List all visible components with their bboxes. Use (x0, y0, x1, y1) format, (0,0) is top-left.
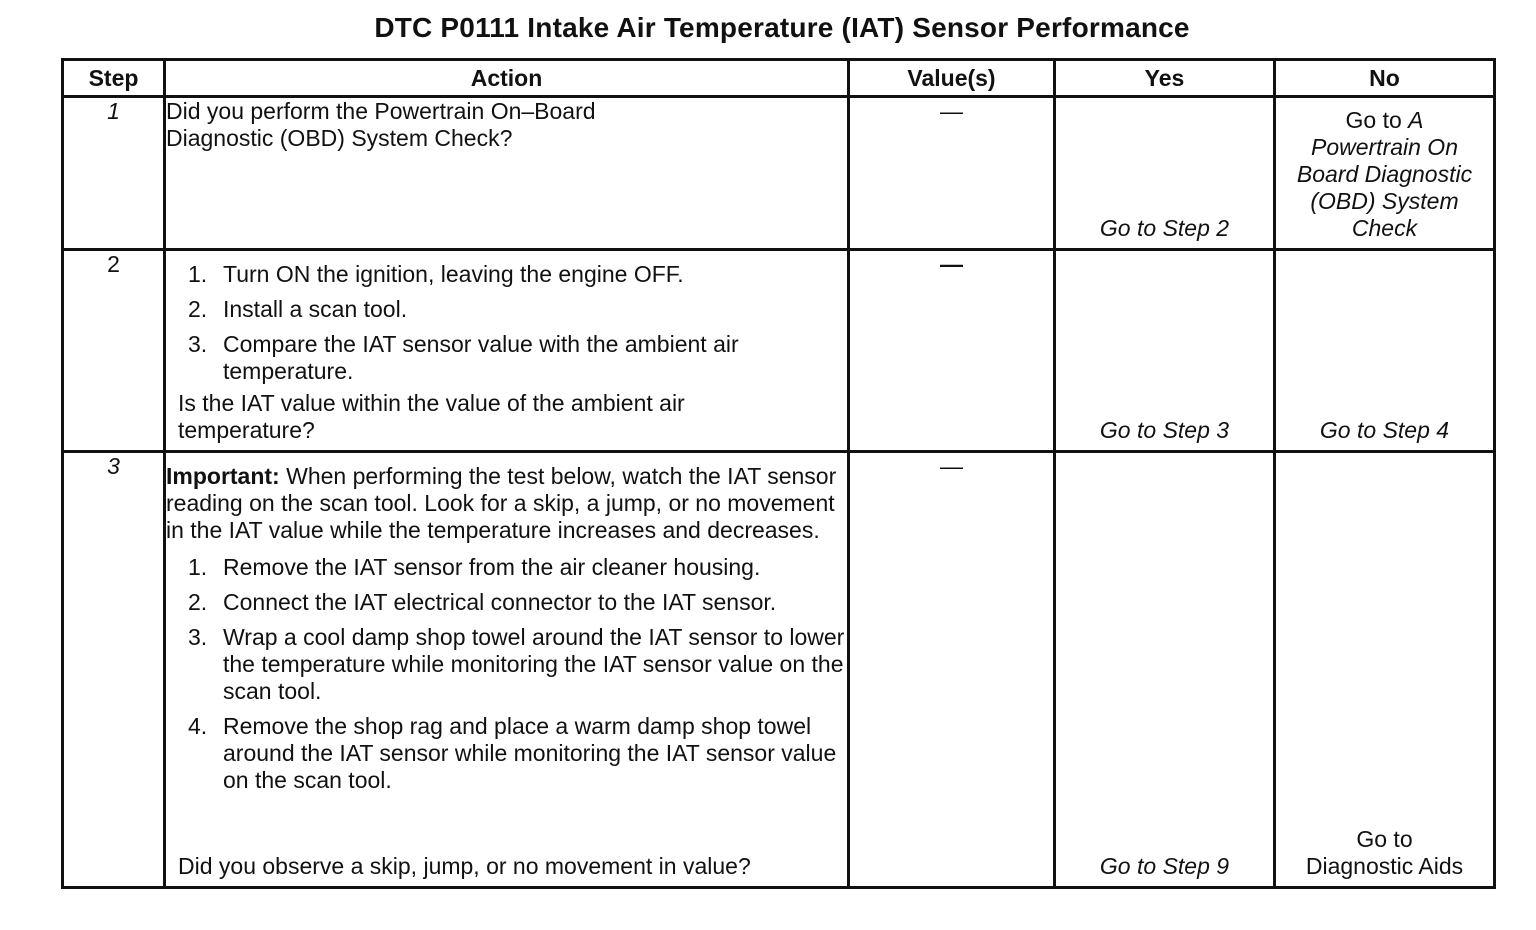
substep-item (166, 713, 847, 794)
substep-number: 4. (188, 713, 208, 739)
substep-item (166, 554, 847, 581)
action-question: Did you observe a skip, jump, or no movement in value? (178, 853, 751, 879)
action-cell (165, 250, 849, 452)
important-note (166, 463, 847, 544)
action-question: Is the IAT value within the value of the ambient air temperature? (178, 390, 685, 443)
substep-list (166, 554, 847, 794)
yes-result: Go to Step 9 (1099, 853, 1230, 879)
header-action: Action (165, 60, 849, 97)
substep-text: Compare the IAT sensor value with the ambient air temperature. (223, 331, 739, 384)
substep-number: 1. (188, 554, 208, 580)
header-values: Value(s) (849, 60, 1055, 97)
page-title: DTC P0111 Intake Air Temperature (IAT) Sensor Performance (374, 12, 1190, 43)
header-row (63, 60, 1495, 97)
value-cell: — (849, 97, 1055, 250)
yes-cell (1055, 452, 1275, 888)
substep-item (166, 589, 847, 616)
substep-text: Remove the shop rag and place a warm damp shop towel around the IAT sensor while monitoring the IAT sensor value on the scan tool. (223, 713, 837, 793)
yes-result: Go to Step 3 (1099, 417, 1230, 443)
important-text: When performing the test below, watch the IAT sensor reading on the scan tool. Look for a skip, a jump, or no movement in the IAT value while the temperature increases and decreases. (166, 463, 837, 543)
no-result-link: A Powertrain On Board Diagnostic (OBD) System Check (1296, 107, 1473, 241)
substep-text: Remove the IAT sensor from the air cleaner housing. (223, 554, 761, 580)
step-number: 1 (107, 98, 120, 124)
value-cell: — (849, 452, 1055, 888)
action-question: Did you perform the Powertrain On–Board Diagnostic (OBD) System Check? (166, 98, 596, 151)
no-cell (1275, 452, 1495, 888)
yes-result: Go to Step 2 (1099, 215, 1230, 241)
no-result-prefix: Go to (1345, 107, 1402, 133)
substep-number: 2. (188, 589, 208, 615)
table-row (63, 97, 1495, 250)
no-cell (1275, 97, 1495, 250)
substep-number: 3. (188, 624, 208, 650)
header-yes: Yes (1055, 60, 1275, 97)
no-result-line2: Diagnostic Aids (1305, 853, 1464, 879)
no-result (1276, 826, 1493, 880)
substep-text: Connect the IAT electrical connector to the IAT sensor. (223, 589, 777, 615)
substep-text: Turn ON the ignition, leaving the engine OFF. (223, 261, 684, 287)
action-cell (165, 97, 849, 250)
diagnostic-table (61, 58, 1496, 889)
substep-item (166, 261, 847, 288)
no-result (1276, 107, 1493, 242)
substep-text: Wrap a cool damp shop towel around the IAT sensor to lower the temperature while monitoring the IAT sensor value on the scan tool. (223, 624, 845, 704)
important-label: Important: (166, 463, 280, 489)
substep-item (166, 331, 847, 385)
substep-list (166, 261, 847, 385)
header-no: No (1275, 60, 1495, 97)
no-result: Go to Step 4 (1319, 417, 1450, 443)
value-cell: — (849, 250, 1055, 452)
substep-item (166, 296, 847, 323)
table-row (63, 452, 1495, 888)
table-row (63, 250, 1495, 452)
substep-item (166, 624, 847, 705)
substep-number: 2. (188, 296, 208, 322)
step-number: 2 (107, 251, 120, 277)
substep-number: 1. (188, 261, 208, 287)
step-number-cell (63, 250, 165, 452)
no-cell (1275, 250, 1495, 452)
yes-cell (1055, 250, 1275, 452)
header-step: Step (63, 60, 165, 97)
action-cell (165, 452, 849, 888)
step-number-cell (63, 97, 165, 250)
step-number-cell (63, 452, 165, 888)
yes-cell (1055, 97, 1275, 250)
step-number: 3 (107, 453, 120, 479)
substep-text: Install a scan tool. (223, 296, 408, 322)
substep-number: 3. (188, 331, 208, 357)
no-result-line1: Go to (1356, 826, 1413, 852)
